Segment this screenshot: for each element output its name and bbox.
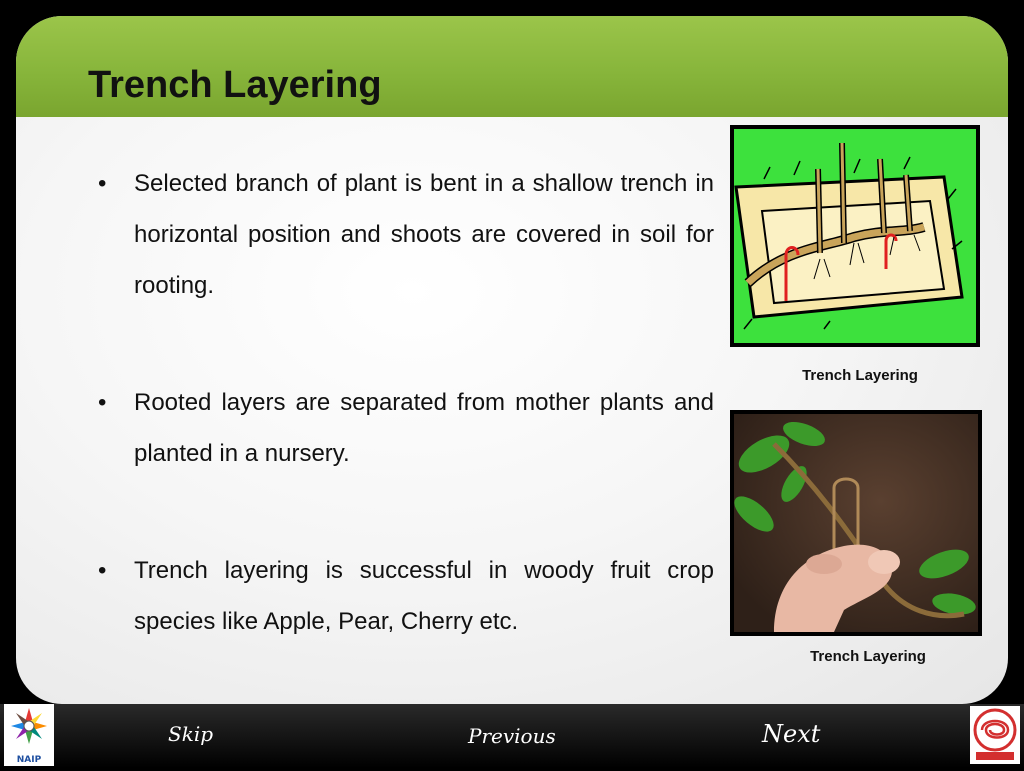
figure-caption: Trench Layering — [802, 367, 918, 384]
bullet-text: Rooted layers are separated from mother plants and planted in a nursery. — [134, 389, 714, 467]
bullet-dot: • — [98, 557, 107, 584]
bullet-dot: • — [98, 170, 107, 197]
bullet-item — [94, 158, 714, 311]
trench-layering-illustration — [730, 125, 980, 347]
bullet-text: Trench layering is successful in woody fruit crop species like Apple, Pear, Cherry etc. — [134, 557, 714, 635]
bullet-item — [94, 377, 714, 479]
nav-bar — [0, 704, 1024, 768]
figure-caption: Trench Layering — [810, 648, 926, 665]
naip-logo-icon — [4, 704, 54, 766]
skip-button[interactable]: Skip — [168, 722, 214, 746]
bullet-item — [94, 545, 714, 647]
institute-seal-icon — [970, 706, 1020, 764]
trench-photo-icon — [734, 414, 978, 632]
bullet-list — [94, 158, 714, 647]
bullet-text: Selected branch of plant is bent in a shallow trench in horizontal position and shoots are covered in soil for rooting. — [134, 170, 714, 299]
slide-title: Trench Layering — [88, 64, 382, 106]
naip-logo — [4, 704, 54, 766]
institute-seal-logo — [970, 706, 1020, 764]
bullet-dot: • — [98, 389, 107, 416]
trench-layering-photo — [730, 410, 982, 636]
trench-illustration-icon — [734, 129, 976, 343]
next-button[interactable]: Next — [762, 720, 821, 748]
previous-button[interactable]: Previous — [468, 724, 556, 748]
naip-logo-text: NAIP — [16, 755, 42, 765]
